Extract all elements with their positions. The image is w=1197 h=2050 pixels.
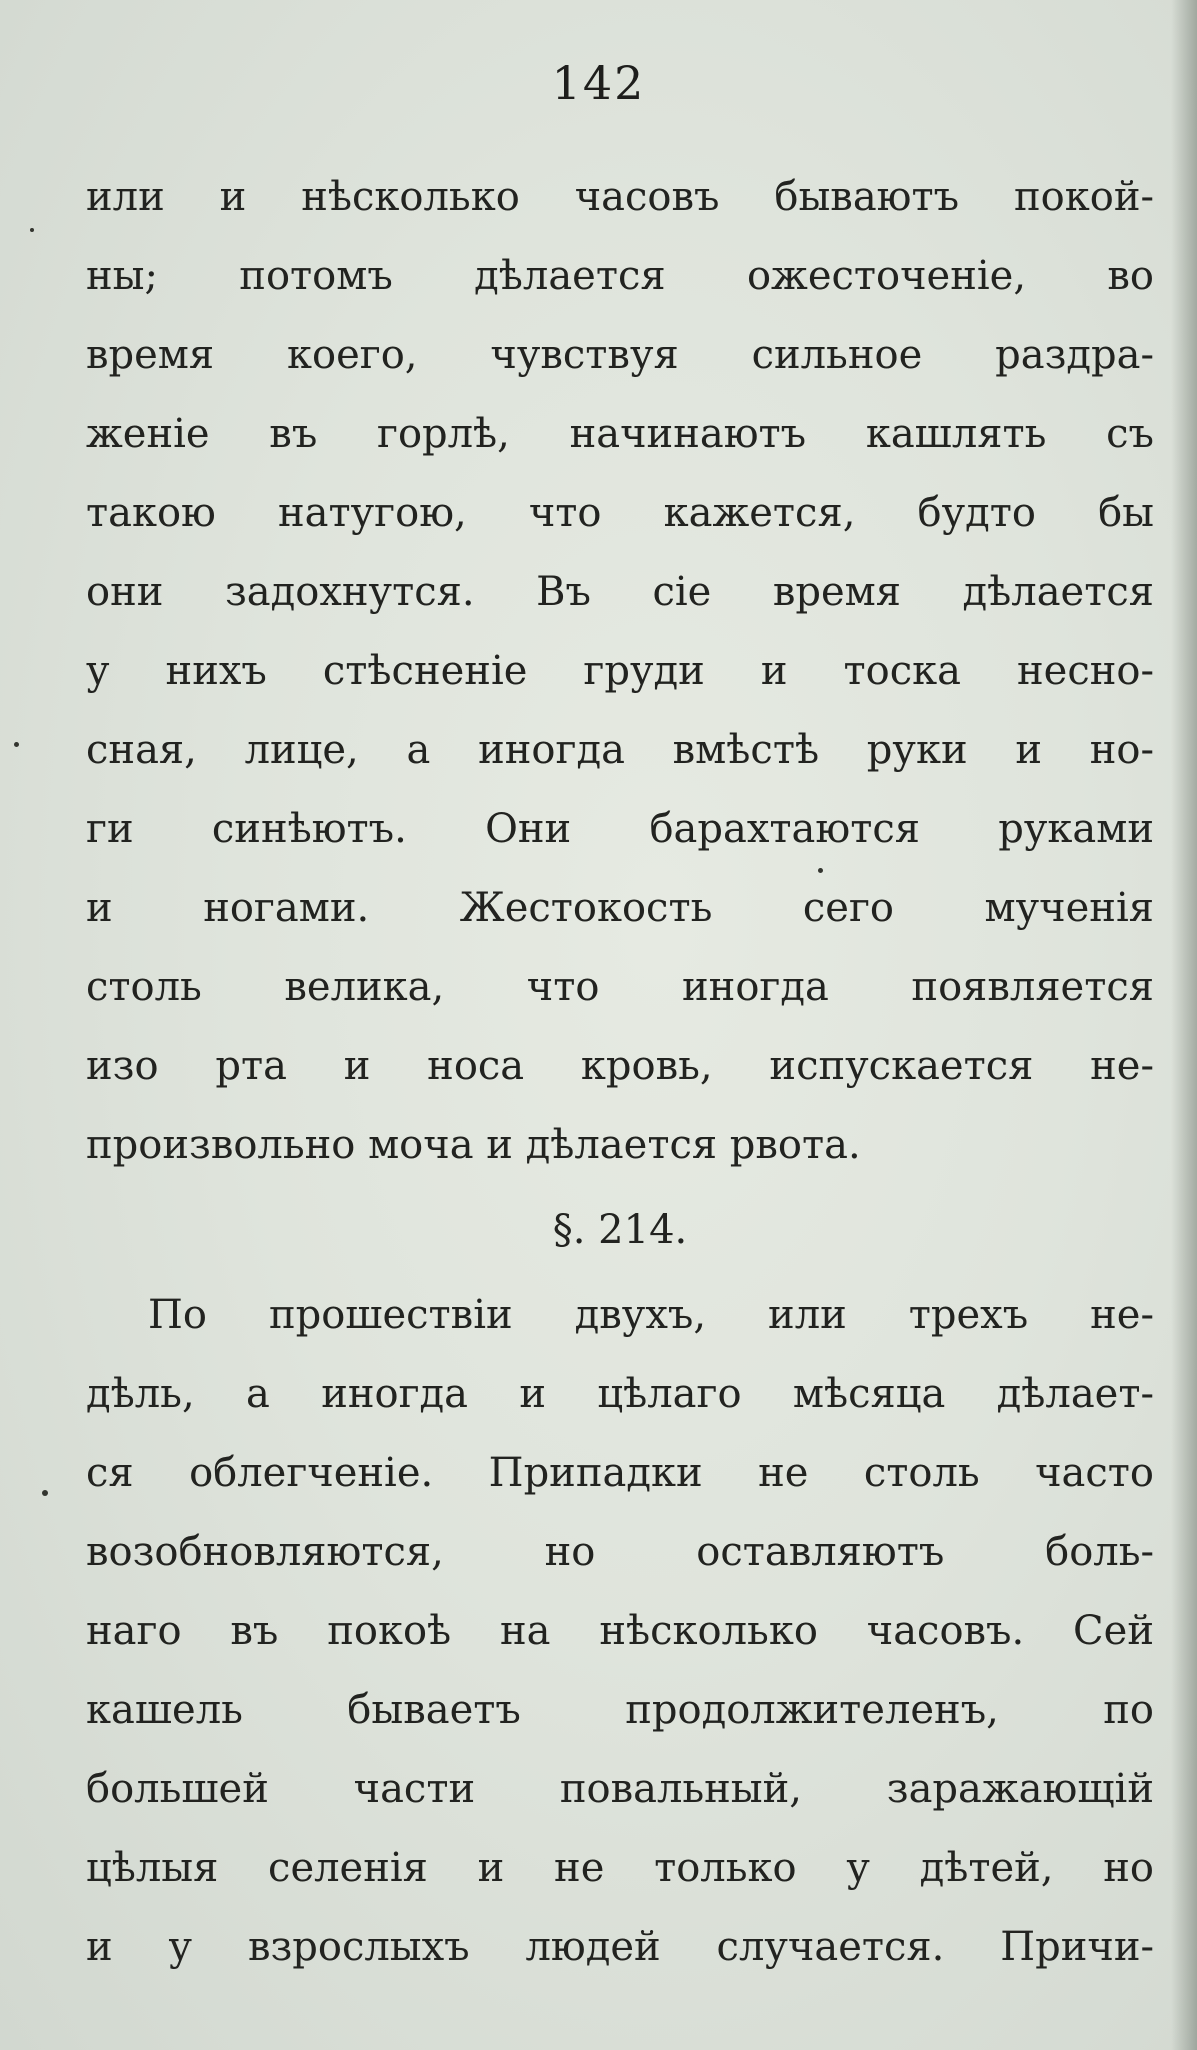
- page-number: 142: [551, 56, 646, 110]
- text-line: изо рта и носа кровь, испускается не-: [86, 1043, 1154, 1089]
- text-line: время коего, чувствуя сильное раздра-: [86, 332, 1154, 378]
- text-line: дѣль, а иногда и цѣлаго мѣсяца дѣлает-: [86, 1371, 1154, 1417]
- text-line: большей части повальный, заражающiй: [86, 1766, 1154, 1812]
- text-line: и у взрослыхъ людей случается. Причи-: [86, 1924, 1154, 1970]
- text-line: наго въ покоѣ на нѣсколько часовъ. Сей: [86, 1608, 1154, 1654]
- page-edge-shadow: [1171, 0, 1197, 2050]
- text-line: они задохнутся. Въ сiе время дѣлается: [86, 569, 1154, 615]
- text-line: По прошествiи двухъ, или трехъ не-: [148, 1292, 1154, 1338]
- text-line: и ногами. Жестокость сего мученiя: [86, 885, 1154, 931]
- paper-speck: [42, 1490, 48, 1496]
- text-line: цѣлыя селенiя и не только у дѣтей, но: [86, 1845, 1154, 1891]
- section-heading: §. 214.: [552, 1207, 688, 1253]
- text-line: или и нѣсколько часовъ бываютъ покой-: [86, 174, 1154, 220]
- text-line: у нихъ стѣсненiе груди и тоска несно-: [86, 648, 1154, 694]
- text-line: произвольно моча и дѣлается рвота.: [86, 1122, 861, 1168]
- text-line: столь велика, что иногда появляется: [86, 964, 1154, 1010]
- text-line: сная, лице, а иногда вмѣстѣ руки и но-: [86, 727, 1154, 773]
- text-line: ны; потомъ дѣлается ожесточенiе, во: [86, 253, 1154, 299]
- text-line: такою натугою, что кажется, будто бы: [86, 490, 1154, 536]
- paper-speck: [14, 742, 19, 747]
- text-line: ги синѣютъ. Они барахтаются руками: [86, 806, 1154, 852]
- text-line: ся облегченiе. Припадки не столь часто: [86, 1450, 1154, 1496]
- text-line: женiе въ горлѣ, начинаютъ кашлять съ: [86, 411, 1154, 457]
- text-line: возобновляются, но оставляютъ боль-: [86, 1529, 1154, 1575]
- page-text: [86, 158, 1154, 1987]
- text-line: кашель бываетъ продолжителенъ, по: [86, 1687, 1154, 1733]
- paper-speck: [818, 868, 823, 873]
- paper-speck: [30, 228, 34, 232]
